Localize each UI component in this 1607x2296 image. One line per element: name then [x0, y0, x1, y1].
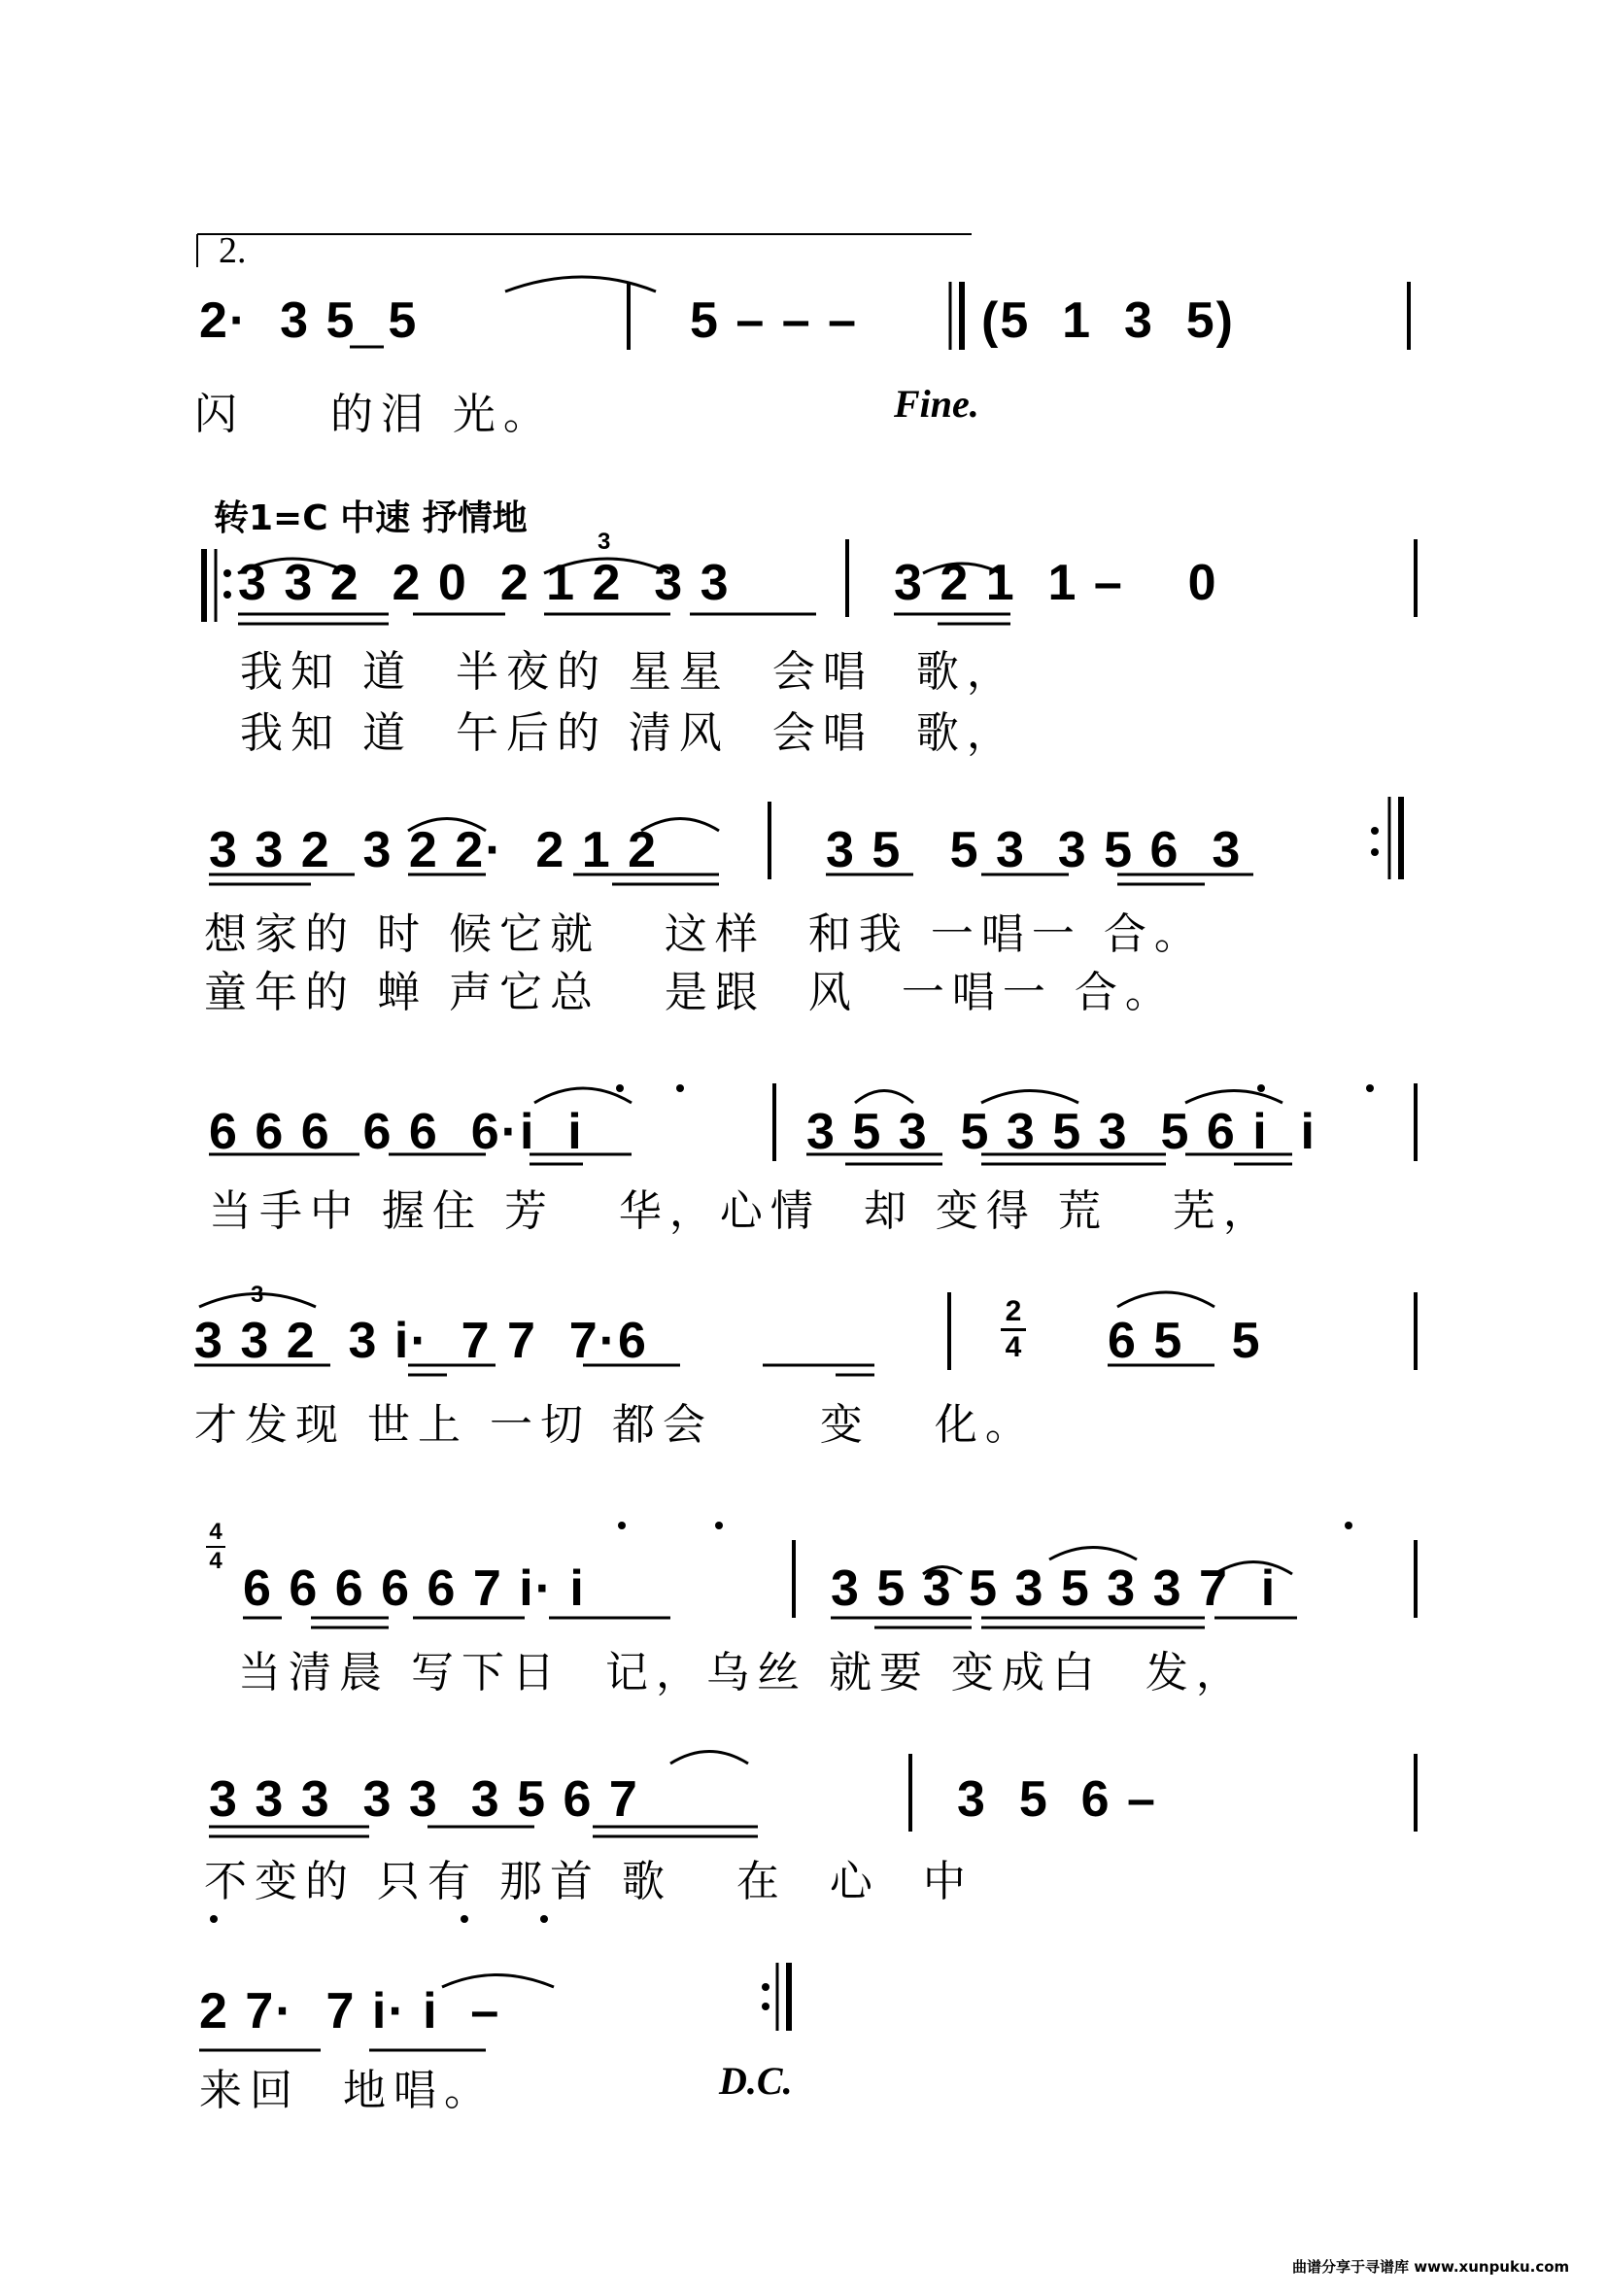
notes-section4-a: 3 3 2 3 i· 7 7 7·6 [194, 1313, 648, 1369]
triplet-3: 3 [251, 1282, 264, 1308]
notes-section2-b: 3 5 5 3 3 5 6 3 [826, 822, 1243, 878]
bar-line [1407, 282, 1411, 350]
triplet-3: 3 [598, 529, 611, 555]
notes-section0-b: 5 – – – [690, 292, 859, 349]
footer-source: 曲谱分享于寻谱库 www.xunpuku.com [1292, 2258, 1570, 2276]
slur [855, 1091, 913, 1104]
octave-dot [618, 1522, 626, 1529]
octave-dot [715, 1522, 723, 1529]
bar-line [908, 1754, 912, 1832]
time-signature-bottom: 4 [1005, 1331, 1022, 1363]
bar-line [768, 802, 771, 879]
notes-section0-c: (5 1 3 5) [981, 292, 1235, 349]
time-signature-top: 4 [209, 1519, 222, 1545]
notes-section1-a: 3 3 2 2 0 2 1 2 3 3 [238, 555, 731, 611]
repeat-dot [1371, 827, 1379, 835]
bar-line [845, 539, 849, 617]
bar-line [792, 1540, 796, 1618]
bar-line [947, 1292, 951, 1370]
volta-label: 2. [219, 230, 247, 271]
time-signature-top: 2 [1005, 1295, 1022, 1327]
octave-dot [461, 1915, 468, 1923]
octave-dot [616, 1084, 624, 1092]
slur [1049, 1548, 1137, 1560]
fine-mark: Fine. [894, 382, 979, 426]
slur [981, 1091, 1078, 1104]
lyrics-section6: 不变的 只有 那首 歌 在 心 中 [204, 1857, 974, 1906]
notes-section7-a: 2 7· 7 i· i – [199, 1983, 501, 2039]
slur [1185, 1091, 1282, 1104]
repeat-dot [762, 1983, 769, 1991]
bar-line [772, 1083, 776, 1161]
octave-dot [1257, 1084, 1265, 1092]
notes-section5-a: 6 6 6 6 6 7 i· i [243, 1560, 586, 1617]
notes-section6-a: 3 3 3 3 3 3 5 6 7 [209, 1771, 639, 1828]
lyrics-section7: 来回 地唱。 [199, 2066, 495, 2115]
dc-mark: D.C. [719, 2059, 793, 2103]
bar-line [1414, 1083, 1418, 1161]
bar-line [1414, 539, 1418, 617]
notes-section5-b: 3 5 3 5 3 5 3 3 7 i [831, 1560, 1278, 1617]
lyrics-section2-verse2: 童年的 蝉 声它总 是跟 风 一唱一 合。 [204, 968, 1176, 1017]
notes-section3-a: 6 6 6 6 6 6·i i [209, 1104, 584, 1160]
lyrics-section3: 当手中 握住 芳 华，心情 却 变得 荒 芜， [209, 1186, 1274, 1236]
time-signature-4-4 [206, 1521, 225, 1573]
octave-dot [1345, 1522, 1352, 1529]
bar-line [1414, 1292, 1418, 1370]
octave-dot [676, 1084, 684, 1092]
notes-section6-b: 3 5 6 – [957, 1771, 1157, 1828]
slur [670, 1752, 748, 1765]
notes-section3-b: 3 5 3 5 3 5 3 5 6 i i [806, 1104, 1316, 1160]
time-signature-2-4 [1001, 1297, 1026, 1362]
repeat-dot [1371, 848, 1379, 856]
lyrics-section1-verse1: 我知 道 半夜的 星星 会唱 歌， [219, 647, 1017, 697]
bar-line [627, 282, 631, 350]
repeat-dot [223, 591, 231, 599]
notes-section4-b: 6 5 5 [1108, 1313, 1262, 1369]
repeat-dot [223, 569, 231, 577]
lyrics-section1-verse2: 我知 道 午后的 清风 会唱 歌， [219, 708, 1017, 758]
octave-dot [540, 1915, 548, 1923]
lyrics-section4: 才发现 世上 一切 都会 变 化。 [194, 1400, 1036, 1450]
lyrics-section5: 当清晨 写下日 记，乌丝 就要 变成白 发， [238, 1648, 1247, 1697]
notes-section0-a: 2· 3 5 5 [199, 292, 419, 349]
bar-line [1414, 1754, 1418, 1832]
octave-dot [210, 1915, 218, 1923]
tie [505, 277, 656, 291]
tempo-marking: 转1=C 中速 抒情地 [214, 498, 528, 538]
lyrics-section0: 闪 的泪 光。 [194, 390, 554, 439]
repeat-dot [762, 2003, 769, 2010]
time-signature-bottom: 4 [209, 1548, 222, 1574]
slur [1117, 1292, 1214, 1307]
lyrics-section2-verse1: 想家的 时 候它就 这样 和我 一唱一 合。 [204, 909, 1205, 959]
octave-dot [1366, 1084, 1374, 1092]
notes-section1-b: 3 2 1 1 – 0 [894, 555, 1218, 611]
notes-section2-a: 3 3 2 3 2 2· 2 1 2 [209, 822, 659, 878]
bar-line [1414, 1540, 1418, 1618]
